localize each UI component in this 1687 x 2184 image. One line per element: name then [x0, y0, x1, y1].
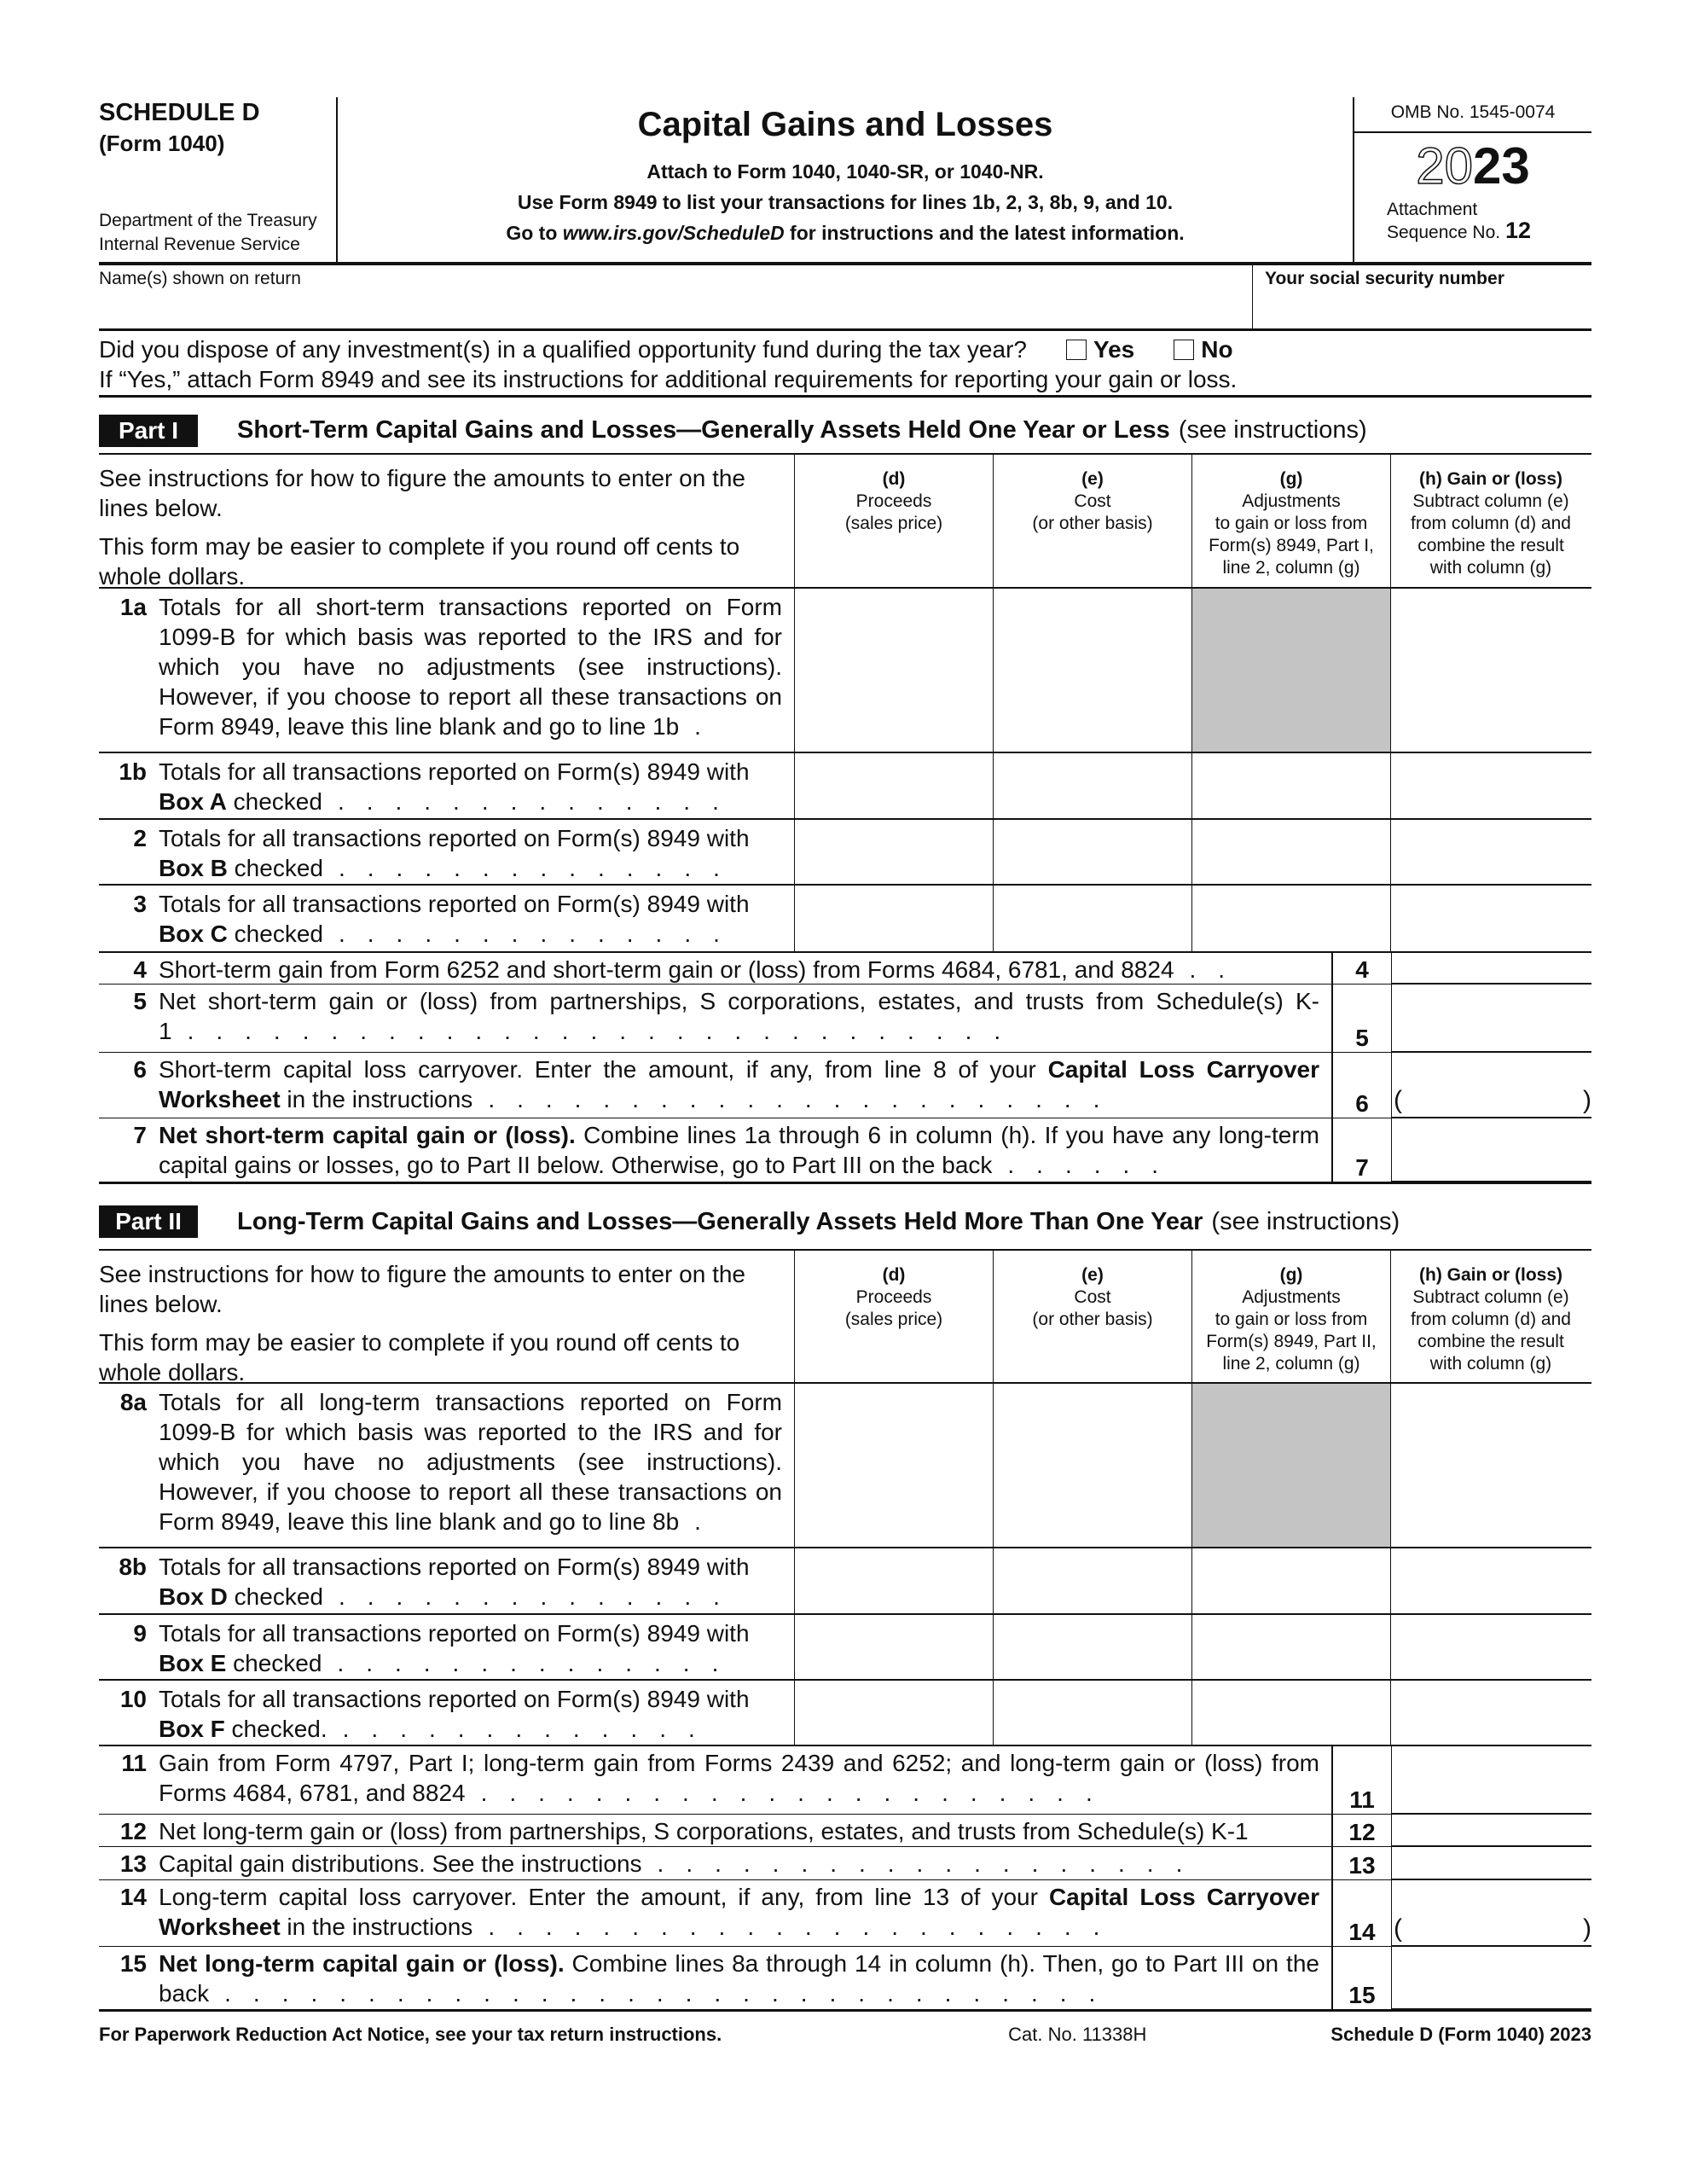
open-paren: (: [1394, 1086, 1402, 1114]
column-header-line: Form(s) 8949, Part II,: [1206, 1332, 1377, 1351]
form-title: Capital Gains and Losses: [637, 106, 1053, 143]
line-2-col-d-input[interactable]: [795, 820, 994, 884]
line-description: [99, 1847, 1331, 1879]
dot-leader: ......................: [488, 1914, 1122, 1940]
line-15-row: [99, 1947, 1591, 2012]
intro-text: This form may be easier to complete if you round off cents to whole dollars.: [99, 1329, 740, 1385]
line-8b-col-g-input[interactable]: [1192, 1548, 1391, 1613]
line-8a-row: [99, 1384, 1591, 1548]
part-title: Long-Term Capital Gains and Losses—Generally Assets Held More Than One Year: [237, 1207, 1203, 1235]
dot-leader: ..: [1189, 956, 1248, 983]
column-header-line: Adjustments: [1242, 1287, 1341, 1307]
catalog-number: Cat. No. 11338H: [1008, 2024, 1147, 2045]
dept-line: Department of the Treasury: [99, 211, 317, 230]
line-text: [159, 1816, 1331, 1846]
line-number: 7: [133, 1122, 147, 1148]
line-3-col-e-input[interactable]: [994, 886, 1192, 951]
line-text: checked: [226, 1650, 322, 1676]
line-text: [159, 1387, 794, 1547]
line-description: [99, 820, 795, 884]
line-2-col-h-input[interactable]: [1391, 820, 1591, 884]
line-number: 1a: [119, 594, 147, 620]
line-text: Net long-term capital gain or (loss).: [159, 1950, 565, 1977]
column-header-line: Cost: [1074, 491, 1111, 511]
line-13-amount-input[interactable]: [1392, 1847, 1591, 1880]
line-text: Net short-term capital gain or (loss).: [159, 1122, 576, 1148]
dot-leader: .............................: [187, 1018, 1023, 1044]
line-text: Totals for all short-term transactions reported on Form 1099-B for which basis was reported to the IRS and for which you have no adjustments (see instructions). However, if you choose to report all these transactions on Form 8949, leave this line blank and go to line 1b: [159, 594, 782, 740]
name-field[interactable]: [99, 265, 1252, 328]
line-number: 10: [119, 1686, 147, 1712]
line-9-col-d-input[interactable]: [795, 1615, 994, 1679]
line-description: [99, 1880, 1331, 1946]
line-10-col-g-input[interactable]: [1192, 1681, 1391, 1745]
column-header: [994, 1251, 1192, 1382]
line-description: [99, 1118, 1331, 1182]
schedule-d-form: [99, 97, 1591, 2046]
line-12-amount-input[interactable]: [1392, 1815, 1591, 1847]
line-13-row: [99, 1847, 1591, 1880]
line-text: Capital Loss Carryover Worksheet: [159, 1056, 1319, 1112]
line-text: [159, 823, 794, 884]
line-number: 13: [119, 1850, 147, 1877]
part-note: (see instructions): [1211, 1207, 1400, 1235]
line-3-col-g-input[interactable]: [1192, 886, 1391, 951]
line-description: [99, 1746, 1331, 1814]
line-2-col-e-input[interactable]: [994, 820, 1192, 884]
line-text: [159, 986, 1331, 1052]
line-text: Box A: [159, 788, 227, 815]
line-number: 8a: [119, 1389, 147, 1415]
line-1b-col-e-input[interactable]: [994, 753, 1192, 818]
line-9-col-e-input[interactable]: [994, 1615, 1192, 1679]
line-2-row: [99, 820, 1591, 886]
line-14-row: [99, 1880, 1591, 1947]
column-header: [1391, 455, 1591, 587]
no-checkbox[interactable]: [1174, 340, 1194, 360]
line-number-box: 13: [1331, 1847, 1392, 1879]
line-3-row: [99, 886, 1591, 953]
line-1b-col-g-input[interactable]: [1192, 753, 1391, 818]
column-header-line: (d): [882, 1265, 906, 1285]
line-text: Totals for all transactions reported on Form(s) 8949 with: [159, 825, 750, 851]
attachment-label: Attachment: [1387, 200, 1478, 219]
dot-leader: .............: [342, 1716, 717, 1742]
line-text: [159, 1684, 794, 1745]
column-header-line: with column (g): [1429, 1354, 1552, 1374]
line-text: [159, 1949, 1331, 2009]
line-1a-row: [99, 589, 1591, 753]
line-number-box: 12: [1331, 1815, 1392, 1846]
line-6-amount-input[interactable]: [1392, 1053, 1591, 1118]
line-1a-col-e-input[interactable]: [994, 589, 1192, 752]
attach-note: Attach to Form 1040, 1040-SR, or 1040-NR.: [646, 160, 1044, 183]
tax-year: [1354, 138, 1591, 195]
part-title: Short-Term Capital Gains and Losses—Generally Assets Held One Year or Less: [237, 416, 1170, 444]
line-8a-col-e-input[interactable]: [994, 1384, 1192, 1547]
column-header-line: line 2, column (g): [1222, 1354, 1360, 1374]
column-header-line: from column (d) and: [1411, 1310, 1571, 1329]
open-paren: (: [1394, 1914, 1402, 1943]
line-9-col-h-input[interactable]: [1391, 1615, 1591, 1679]
line-text: Short-term capital loss carryover. Enter the amount, if any, from line 8 of your: [159, 1056, 1048, 1083]
line-8a-col-g-input: [1192, 1384, 1391, 1547]
line-text: [159, 1618, 794, 1679]
line-text: Box C: [159, 921, 228, 947]
close-paren: ): [1583, 1086, 1591, 1114]
year-bold: 23: [1473, 137, 1530, 195]
column-header-line: Proceeds: [855, 491, 932, 511]
line-10-col-d-input[interactable]: [795, 1681, 994, 1745]
irs-line: Internal Revenue Service: [99, 235, 300, 254]
line-8a-col-h-input[interactable]: [1391, 1384, 1591, 1547]
line-number: 14: [119, 1884, 147, 1910]
sequence-label: Sequence No.: [1387, 223, 1501, 242]
line-text: [159, 1882, 1331, 1946]
intro-text: This form may be easier to complete if you round off cents to whole dollars.: [99, 533, 740, 590]
line-number: 11: [121, 1750, 147, 1776]
line-number: 4: [133, 956, 147, 983]
instructions-note: [338, 218, 1353, 248]
line-number: 2: [133, 825, 147, 851]
line-text: checked: [226, 788, 322, 815]
line-9-col-g-input[interactable]: [1192, 1615, 1391, 1679]
line-description: [99, 1548, 795, 1613]
line-14-amount-input[interactable]: [1392, 1880, 1591, 1947]
line-1a-col-h-input[interactable]: [1391, 589, 1591, 752]
line-text: Totals for all long-term transactions reported on Form 1099-B for which basis was reported to the IRS and for which you have no adjustments (see instructions). However, if you choose to report all these transactions on Form 8949, leave this line blank and go to line 8b: [159, 1389, 782, 1535]
line-text: [159, 1748, 1331, 1814]
column-header-line: with column (g): [1429, 558, 1552, 578]
line-text: checked: [227, 1583, 323, 1610]
line-number: 15: [119, 1950, 147, 1977]
line-1b-row: [99, 753, 1591, 820]
line-text: Gain from Form 4797, Part I; long-term gain from Forms 2439 and 6252; and long-term gain or (loss) from Forms 4684, 6781, and 8824: [159, 1750, 1319, 1806]
sequence-number: 12: [1504, 218, 1531, 243]
column-header-line: (d): [882, 469, 906, 489]
irs-link[interactable]: www.irs.gov/ScheduleD: [562, 222, 785, 244]
year-outline: 20: [1416, 137, 1473, 195]
line-number-box: 15: [1331, 1947, 1392, 2009]
omb-number: OMB No. 1545-0074: [1354, 97, 1591, 133]
line-8b-col-h-input[interactable]: [1391, 1548, 1591, 1613]
line-number-box: 11: [1331, 1746, 1392, 1814]
column-header-line: (sales price): [844, 1310, 943, 1329]
column-header-line: Proceeds: [855, 1287, 932, 1307]
schedule-name: SCHEDULE D: [99, 99, 260, 126]
column-header-line: (h) Gain or (loss): [1419, 1265, 1562, 1285]
line-text: checked: [227, 921, 323, 947]
part-note: (see instructions): [1178, 416, 1367, 444]
line-text: checked: [227, 855, 323, 881]
line-number-box: 14: [1331, 1880, 1392, 1946]
line-description: [99, 753, 795, 818]
column-header-line: Adjustments: [1242, 491, 1341, 511]
column-header-line: (g): [1279, 1265, 1303, 1285]
line-text: [159, 1054, 1331, 1118]
line-11-row: [99, 1746, 1591, 1815]
line-1a-col-d-input[interactable]: [795, 589, 994, 752]
line-text: [159, 1552, 794, 1613]
line-text: in the instructions: [280, 1914, 473, 1940]
line-text: Box F: [159, 1716, 225, 1742]
line-description: [99, 1947, 1331, 2009]
column-header: [1192, 1251, 1391, 1382]
name-label: Name(s) shown on return: [99, 269, 301, 288]
instructions-cell: [99, 1251, 795, 1385]
line-text: Totals for all transactions reported on Form(s) 8949 with: [159, 758, 750, 785]
line-text: in the instructions: [280, 1086, 473, 1112]
line-1b-col-d-input[interactable]: [795, 753, 994, 818]
yes-label: Yes: [1093, 336, 1135, 363]
line-number: 12: [119, 1818, 147, 1844]
line-text: checked.: [224, 1716, 328, 1742]
line-text: Capital gain distributions. See the instructions: [159, 1850, 642, 1877]
instructions-text: for instructions and the latest information.: [784, 222, 1185, 244]
line-description: [99, 886, 795, 951]
line-text: [159, 1120, 1331, 1182]
line-text: [159, 1849, 1331, 1879]
line-text: [159, 757, 794, 818]
column-header-line: (or other basis): [1032, 514, 1153, 533]
dot-leader: .: [694, 1508, 723, 1535]
line-5-row: [99, 985, 1591, 1053]
line-10-col-e-input[interactable]: [994, 1681, 1192, 1745]
column-header: [1192, 455, 1391, 587]
line-description: [99, 1615, 795, 1679]
column-header-line: (h) Gain or (loss): [1419, 469, 1562, 489]
line-11-amount-input[interactable]: [1392, 1746, 1591, 1815]
column-header-line: (or other basis): [1032, 1310, 1153, 1329]
column-header-line: combine the result: [1417, 536, 1564, 555]
intro-text: See instructions for how to figure the amounts to enter on the lines below.: [99, 1261, 745, 1317]
dot-leader: ......: [1007, 1152, 1181, 1178]
line-7-row: [99, 1118, 1591, 1184]
form-header: [99, 97, 1591, 265]
column-header-line: Cost: [1074, 1287, 1111, 1307]
line-8a-col-d-input[interactable]: [795, 1384, 994, 1547]
dot-leader: ......................: [488, 1086, 1122, 1112]
column-header-line: to gain or loss from: [1215, 514, 1368, 533]
close-paren: ): [1583, 1914, 1591, 1943]
column-header-line: combine the result: [1417, 1332, 1564, 1351]
line-number: 8b: [119, 1554, 147, 1580]
dot-leader: .: [694, 713, 723, 740]
form-number: (Form 1040): [99, 131, 225, 156]
line-text: Net short-term gain or (loss) from partnerships, S corporations, estates, and trusts from Schedule(s) K-1: [159, 988, 1319, 1044]
line-2-col-g-input[interactable]: [1192, 820, 1391, 884]
column-header: [1391, 1251, 1591, 1382]
line-1b-col-h-input[interactable]: [1391, 753, 1591, 818]
line-4-amount-input[interactable]: [1392, 953, 1591, 985]
dot-leader: ......................: [480, 1780, 1115, 1806]
line-3-col-h-input[interactable]: [1391, 886, 1591, 951]
line-text: Totals for all transactions reported on Form(s) 8949 with: [159, 1620, 750, 1647]
line-text: [159, 592, 794, 752]
line-number: 1b: [119, 758, 147, 785]
line-number-box: 6: [1331, 1053, 1392, 1118]
form8949-note: Use Form 8949 to list your transactions for lines 1b, 2, 3, 8b, 9, and 10.: [517, 191, 1174, 213]
opportunity-fund-question: [99, 331, 1591, 398]
instructions-cell: [99, 455, 795, 590]
intro-text: See instructions for how to figure the amounts to enter on the lines below.: [99, 465, 745, 521]
line-number: 9: [133, 1620, 147, 1647]
line-8b-row: [99, 1548, 1591, 1615]
dot-leader: ...................: [657, 1850, 1205, 1877]
goto-text: Go to: [506, 222, 563, 244]
line-8b-col-e-input[interactable]: [994, 1548, 1192, 1613]
column-header-line: Form(s) 8949, Part I,: [1209, 536, 1374, 555]
line-4-row: [99, 953, 1591, 985]
line-text: Box D: [159, 1583, 228, 1610]
dot-leader: ..............: [337, 1650, 741, 1676]
column-header-line: from column (d) and: [1411, 514, 1571, 533]
line-text: Long-term capital loss carryover. Enter the amount, if any, from line 13 of your: [159, 1884, 1049, 1910]
column-header: [795, 455, 994, 587]
dot-leader: ..............: [338, 921, 742, 947]
column-header-line: (g): [1279, 469, 1303, 489]
line-text: Totals for all transactions reported on Form(s) 8949 with: [159, 1554, 750, 1580]
line-text: Net long-term gain or (loss) from partnerships, S corporations, estates, and trusts from Schedule(s) K-1: [159, 1818, 1249, 1844]
line-number-box: 4: [1331, 953, 1392, 984]
part-label: Part II: [99, 1205, 198, 1238]
line-9-row: [99, 1615, 1591, 1681]
question-note: If “Yes,” attach Form 8949 and see its instructions for additional requirements for reporting your gain or loss.: [99, 366, 1238, 392]
column-header-line: (e): [1081, 469, 1104, 489]
column-header-row: [99, 1251, 1591, 1384]
line-text: Totals for all transactions reported on Form(s) 8949 with: [159, 891, 750, 917]
column-header-line: (sales price): [844, 514, 943, 533]
line-description: [99, 1681, 795, 1745]
form-id-footer: Schedule D (Form 1040) 2023: [1330, 2024, 1591, 2045]
part-label: Part I: [99, 415, 198, 447]
line-text: [159, 955, 1331, 984]
line-description: [99, 953, 1331, 984]
line-8b-col-d-input[interactable]: [795, 1548, 994, 1613]
column-header-line: (e): [1081, 1265, 1104, 1285]
column-header-line: to gain or loss from: [1215, 1310, 1368, 1329]
agency: [99, 209, 317, 257]
dot-leader: ..............: [338, 855, 742, 881]
dot-leader: ..............: [338, 1583, 742, 1610]
form-footer: [99, 2024, 1591, 2046]
column-header: [795, 1251, 994, 1382]
line-description: [99, 1815, 1331, 1846]
line-text: Combine lines 8a through 14 in column (h). Then, go to Part III on the back: [159, 1950, 1319, 2007]
line-6-row: [99, 1053, 1591, 1118]
line-description: [99, 985, 1331, 1052]
line-text: Box E: [159, 1650, 227, 1676]
question-text: Did you dispose of any investment(s) in a qualified opportunity fund during the tax year?: [99, 336, 1027, 363]
line-10-row: [99, 1681, 1591, 1746]
line-text: Capital Loss Carryover Worksheet: [159, 1884, 1319, 1940]
column-header-row: [99, 455, 1591, 589]
part-header: [99, 398, 1591, 455]
line-number-box: 7: [1331, 1118, 1392, 1182]
attachment-sequence: [1354, 200, 1591, 243]
line-number-box: 5: [1331, 985, 1392, 1052]
line-5-amount-input[interactable]: [1392, 985, 1591, 1053]
line-text: Box B: [159, 855, 228, 881]
column-header: [994, 455, 1192, 587]
paperwork-notice: For Paperwork Reduction Act Notice, see your tax return instructions.: [99, 2024, 722, 2045]
line-text: [159, 889, 794, 951]
line-description: [99, 589, 795, 752]
line-3-col-d-input[interactable]: [795, 886, 994, 951]
line-description: [99, 1053, 1331, 1118]
line-text: Totals for all transactions reported on Form(s) 8949 with: [159, 1686, 750, 1712]
line-12-row: [99, 1815, 1591, 1847]
ssn-field[interactable]: [1252, 265, 1591, 328]
no-label: No: [1201, 336, 1233, 363]
line-number: 5: [133, 988, 147, 1014]
line-number: 6: [133, 1056, 147, 1083]
column-header-line: line 2, column (g): [1222, 558, 1360, 578]
column-header-line: Subtract column (e): [1412, 491, 1569, 511]
line-text: Short-term gain from Form 6252 and short-term gain or (loss) from Forms 4684, 6781, and 8824: [159, 956, 1174, 983]
dot-leader: ..............: [337, 788, 741, 815]
line-number: 3: [133, 891, 147, 917]
dot-leader: ...............................: [224, 1980, 1118, 2007]
ssn-label: Your social security number: [1265, 269, 1504, 288]
line-10-col-h-input[interactable]: [1391, 1681, 1591, 1745]
part-header: [99, 1184, 1591, 1251]
line-description: [99, 1384, 795, 1547]
line-text: Combine lines 1a through 6 in column (h). If you have any long-term capital gains or losses, go to Part II below. Otherwise, go to Part III on the back: [159, 1122, 1319, 1178]
yes-checkbox[interactable]: [1066, 340, 1087, 360]
line-7-amount-input[interactable]: [1392, 1118, 1591, 1182]
line-15-amount-input[interactable]: [1392, 1947, 1591, 2010]
column-header-line: Subtract column (e): [1412, 1287, 1569, 1307]
line-1a-col-g-input: [1192, 589, 1391, 752]
